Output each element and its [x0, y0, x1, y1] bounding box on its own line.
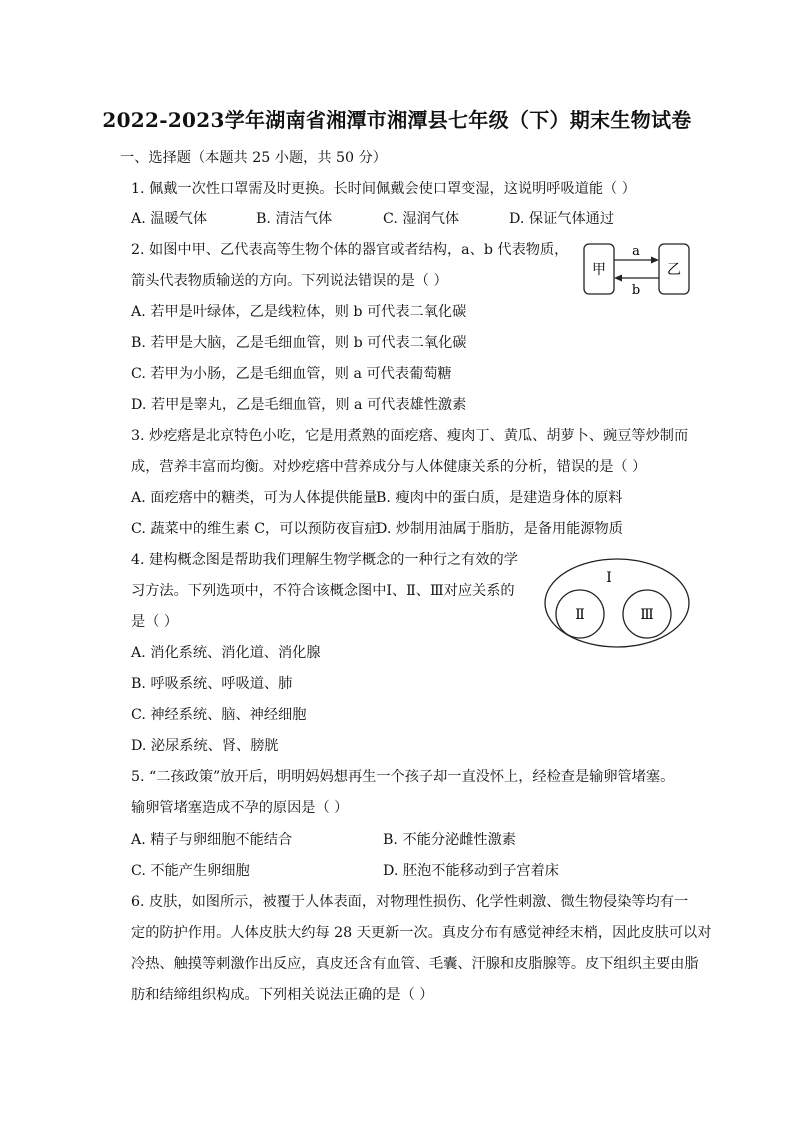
q5-option-c: C. 不能产生卵细胞 [131, 863, 250, 879]
q3-stem-line1: 3. 炒疙瘩是北京特色小吃，它是用煮熟的面疙瘩、瘦肉丁、黄瓜、胡萝卜、豌豆等炒制而 [131, 428, 689, 444]
exam-title: 2022-2023学年湖南省湘潭市湘潭县七年级（下）期末生物试卷 [102, 108, 692, 132]
q6-line3: 冷热、触摸等刺激作出反应，真皮还含有血管、毛囊、汗腺和皮脂腺等。皮下组织主要由脂 [131, 956, 699, 972]
q4-option-d: D. 泌尿系统、肾、膀胱 [131, 738, 279, 754]
q6-line4: 肪和结缔组织构成。下列相关说法正确的是（ ） [131, 987, 434, 1003]
q3-option-a: A. 面疙瘩中的糖类，可为人体提供能量 [131, 490, 378, 506]
q3-option-b: B. 瘦肉中的蛋白质，是建造身体的原料 [376, 490, 623, 506]
q4-label-outer: Ⅰ [606, 570, 612, 586]
q2-arrowhead-b [614, 275, 622, 282]
q5-option-a: A. 精子与卵细胞不能结合 [131, 832, 293, 848]
q2-option-d: D. 若甲是睾丸，乙是毛细血管，则 a 可代表雄性激素 [131, 397, 467, 413]
q2-arrow-b-label: b [631, 283, 641, 298]
q5-stem-line1: 5. “二孩政策”放开后，明明妈妈想再生一个孩子却一直没怀上，经检查是输卵管堵塞。 [131, 769, 675, 785]
q4-option-b: B. 呼吸系统、呼吸道、肺 [131, 676, 293, 692]
q2-label-right: 乙 [667, 262, 681, 278]
q6-line1: 6. 皮肤，如图所示，被覆于人体表面，对物理性损伤、化学性刺激、微生物侵染等均有一 [131, 894, 689, 910]
q4-option-a: A. 消化系统、消化道、消化腺 [131, 645, 321, 661]
q2-option-a: A. 若甲是叶绿体，乙是线粒体，则 b 可代表二氧化碳 [131, 304, 467, 320]
q2-stem-line2: 箭头代表物质输送的方向。下列说法错误的是（ ） [131, 273, 448, 289]
q2-arrow-a-label: a [632, 244, 640, 259]
q2-arrowhead-a [651, 257, 659, 264]
q5-stem-line2: 输卵管堵塞造成不孕的原因是（ ） [131, 800, 349, 816]
q4-label-right: Ⅲ [640, 607, 654, 623]
q4-stem-line1: 4. 建构概念图是帮助我们理解生物学概念的一种行之有效的学 [131, 552, 518, 568]
section-heading: 一、选择题（本题共 25 小题，共 50 分） [120, 150, 387, 166]
q1-option-c: C. 湿润气体 [383, 211, 460, 227]
q5-option-b: B. 不能分泌雌性激素 [383, 832, 516, 848]
q2-option-b: B. 若甲是大脑，乙是毛细血管，则 b 可代表二氧化碳 [131, 335, 467, 351]
q4-label-left: Ⅱ [575, 607, 585, 623]
q2-label-left: 甲 [592, 262, 606, 278]
q3-option-c: C. 蔬菜中的维生素 C，可以预防夜盲症 [131, 521, 379, 537]
q4-concept-diagram [540, 555, 694, 651]
q2-option-c: C. 若甲为小肠，乙是毛细血管，则 a 可代表葡萄糖 [131, 366, 452, 382]
q6-line2: 定的防护作用。人体皮肤大约每 28 天更新一次。真皮分布有感觉神经末梢，因此皮肤可以对 [131, 925, 712, 941]
q4-stem-line2: 习方法。下列选项中，不符合该概念图中Ⅰ、Ⅱ、Ⅲ对应关系的 [131, 583, 515, 599]
q4-stem-line3: 是（ ） [131, 614, 179, 630]
q1-option-a: A. 温暖气体 [131, 211, 208, 227]
q2-stem-line1: 2. 如图中甲、乙代表高等生物个体的器官或者结构，a、b 代表物质， [131, 242, 569, 258]
q2-transport-diagram [580, 240, 694, 298]
q4-option-c: C. 神经系统、脑、神经细胞 [131, 707, 307, 723]
q3-stem-line2: 成，营养丰富而均衡。对炒疙瘩中营养成分与人体健康关系的分析，错误的是（ ） [131, 459, 647, 475]
q3-option-d: D. 炒制用油属于脂肪，是备用能源物质 [376, 521, 623, 537]
q5-option-d: D. 胚泡不能移动到子宫着床 [383, 863, 559, 879]
q1-option-b: B. 清洁气体 [256, 211, 333, 227]
q1-option-d: D. 保证气体通过 [509, 211, 615, 227]
q1-stem: 1. 佩戴一次性口罩需及时更换。长时间佩戴会使口罩变湿，这说明呼吸道能（ ） [131, 181, 636, 197]
